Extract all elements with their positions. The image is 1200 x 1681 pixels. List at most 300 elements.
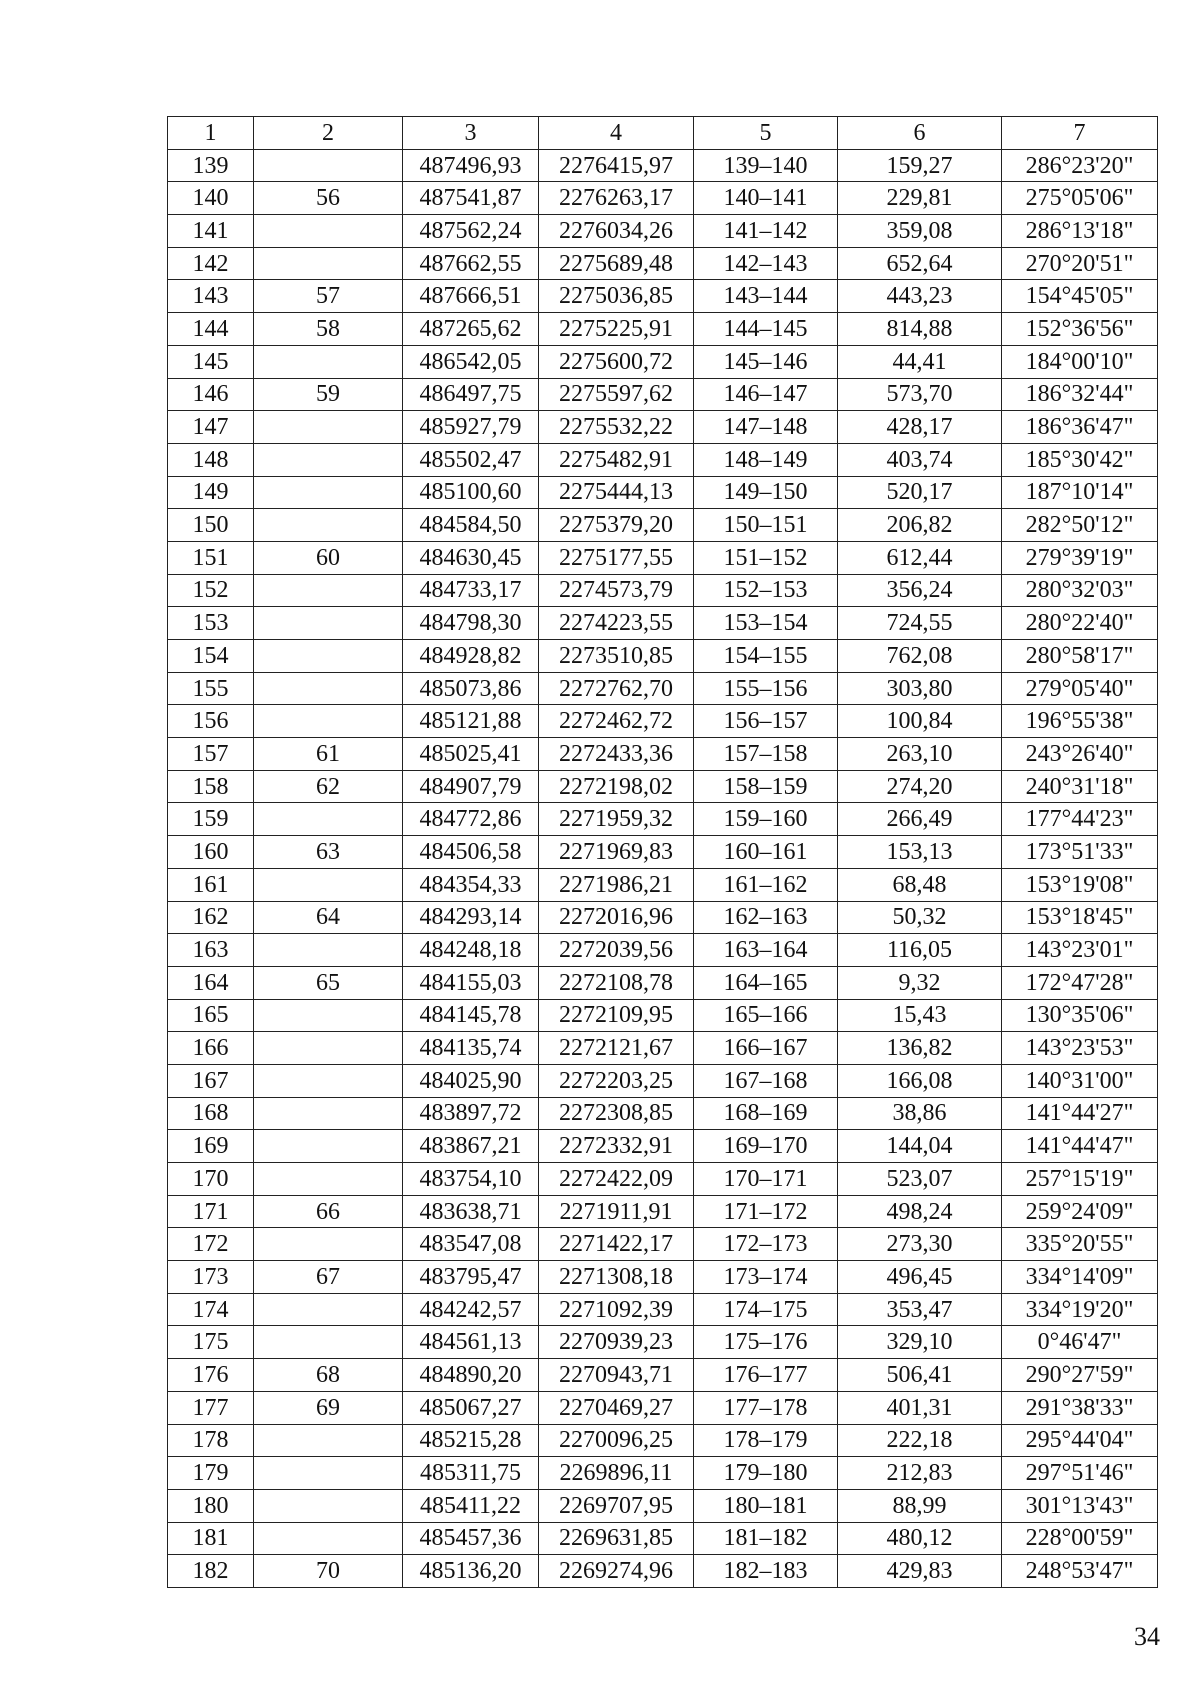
table-cell: 153°18'45" (1002, 901, 1158, 934)
table-cell: 335°20'55" (1002, 1228, 1158, 1261)
table-cell: 485121,88 (403, 705, 539, 738)
table-cell: 484890,20 (403, 1359, 539, 1392)
table-cell: 2270096,25 (539, 1424, 694, 1457)
table-cell: 141°44'47" (1002, 1130, 1158, 1163)
table-cell: 148 (168, 443, 254, 476)
table-cell: 184°00'10" (1002, 345, 1158, 378)
table-cell: 150 (168, 509, 254, 542)
table-cell: 65 (254, 966, 403, 999)
table-cell (254, 672, 403, 705)
table-cell: 155 (168, 672, 254, 705)
table-cell: 196°55'38" (1002, 705, 1158, 738)
table-cell: 485411,22 (403, 1489, 539, 1522)
table-row (168, 1195, 1158, 1228)
table-cell: 145 (168, 345, 254, 378)
table-cell: 0°46'47" (1002, 1326, 1158, 1359)
table-cell: 66 (254, 1195, 403, 1228)
table-cell: 485215,28 (403, 1424, 539, 1457)
table-cell: 280°58'17" (1002, 640, 1158, 673)
table-cell (254, 934, 403, 967)
table-cell: 2271959,32 (539, 803, 694, 836)
table-cell: 485073,86 (403, 672, 539, 705)
table-cell: 483638,71 (403, 1195, 539, 1228)
table-cell: 290°27'59" (1002, 1359, 1158, 1392)
table-cell: 146–147 (694, 378, 838, 411)
table-cell: 2271308,18 (539, 1261, 694, 1294)
table-cell: 156 (168, 705, 254, 738)
table-cell: 2271422,17 (539, 1228, 694, 1261)
table-cell: 2270469,27 (539, 1391, 694, 1424)
table-cell: 334°19'20" (1002, 1293, 1158, 1326)
table-cell: 186°32'44" (1002, 378, 1158, 411)
table-cell: 2275177,55 (539, 541, 694, 574)
table-cell (254, 476, 403, 509)
table-cell: 280°22'40" (1002, 607, 1158, 640)
table-cell: 160 (168, 836, 254, 869)
table-cell: 485136,20 (403, 1555, 539, 1588)
table-row (168, 770, 1158, 803)
page-number: 34 (1134, 1622, 1160, 1651)
table-cell: 2272198,02 (539, 770, 694, 803)
table-row (168, 1359, 1158, 1392)
table-cell: 68 (254, 1359, 403, 1392)
table-row (168, 1228, 1158, 1261)
table-cell: 168–169 (694, 1097, 838, 1130)
table-cell: 484630,45 (403, 541, 539, 574)
table-cell: 228°00'59" (1002, 1522, 1158, 1555)
table-cell: 176 (168, 1359, 254, 1392)
table-cell: 158 (168, 770, 254, 803)
table-cell: 2275225,91 (539, 313, 694, 346)
table-cell: 485457,36 (403, 1522, 539, 1555)
table-cell: 487265,62 (403, 313, 539, 346)
table-cell: 70 (254, 1555, 403, 1588)
table-cell: 2275036,85 (539, 280, 694, 313)
table-row (168, 868, 1158, 901)
table-cell: 153,13 (838, 836, 1002, 869)
table-cell: 57 (254, 280, 403, 313)
table-cell: 279°39'19" (1002, 541, 1158, 574)
table-cell: 176–177 (694, 1359, 838, 1392)
table-cell: 151 (168, 541, 254, 574)
table-row (168, 476, 1158, 509)
table-cell: 484135,74 (403, 1032, 539, 1065)
table-cell: 303,80 (838, 672, 1002, 705)
table-cell: 2269274,96 (539, 1555, 694, 1588)
table-cell: 161–162 (694, 868, 838, 901)
table-cell: 523,07 (838, 1163, 1002, 1196)
table-cell: 295°44'04" (1002, 1424, 1158, 1457)
table-cell: 485311,75 (403, 1457, 539, 1490)
table-cell: 143 (168, 280, 254, 313)
table-cell (254, 640, 403, 673)
table-cell (254, 345, 403, 378)
table-cell: 297°51'46" (1002, 1457, 1158, 1490)
table-row (168, 574, 1158, 607)
table-cell: 487562,24 (403, 215, 539, 248)
table-cell: 2271986,21 (539, 868, 694, 901)
table-cell: 172–173 (694, 1228, 838, 1261)
table-cell: 484506,58 (403, 836, 539, 869)
table-cell: 141°44'27" (1002, 1097, 1158, 1130)
table-cell: 38,86 (838, 1097, 1002, 1130)
table-cell (254, 1424, 403, 1457)
table-cell: 63 (254, 836, 403, 869)
table-cell: 485025,41 (403, 738, 539, 771)
header-cell: 1 (168, 117, 254, 150)
table-cell: 166 (168, 1032, 254, 1065)
table-cell: 485067,27 (403, 1391, 539, 1424)
header-cell: 2 (254, 117, 403, 150)
table-cell: 64 (254, 901, 403, 934)
table-row (168, 215, 1158, 248)
table-cell: 175–176 (694, 1326, 838, 1359)
table-cell: 2270943,71 (539, 1359, 694, 1392)
table-cell: 483897,72 (403, 1097, 539, 1130)
table-cell: 2269896,11 (539, 1457, 694, 1490)
table-cell: 88,99 (838, 1489, 1002, 1522)
table-cell: 2275600,72 (539, 345, 694, 378)
table-cell: 573,70 (838, 378, 1002, 411)
table-row (168, 1424, 1158, 1457)
table-cell: 187°10'14" (1002, 476, 1158, 509)
table-cell: 158–159 (694, 770, 838, 803)
table-cell: 67 (254, 1261, 403, 1294)
table-cell: 153 (168, 607, 254, 640)
table-cell (254, 1457, 403, 1490)
table-row (168, 901, 1158, 934)
table-cell: 144,04 (838, 1130, 1002, 1163)
table-cell: 520,17 (838, 476, 1002, 509)
table-cell: 159–160 (694, 803, 838, 836)
table-cell: 484772,86 (403, 803, 539, 836)
table-cell: 2274223,55 (539, 607, 694, 640)
table-cell (254, 1522, 403, 1555)
table-cell: 136,82 (838, 1032, 1002, 1065)
table-row (168, 672, 1158, 705)
table-row (168, 1293, 1158, 1326)
table-cell: 182 (168, 1555, 254, 1588)
table-cell: 403,74 (838, 443, 1002, 476)
table-cell: 165 (168, 999, 254, 1032)
table-row (168, 1489, 1158, 1522)
table-cell: 429,83 (838, 1555, 1002, 1588)
table-cell: 179 (168, 1457, 254, 1490)
table-cell: 484248,18 (403, 934, 539, 967)
table-row (168, 313, 1158, 346)
table-cell: 401,31 (838, 1391, 1002, 1424)
table-cell (254, 607, 403, 640)
table-cell: 2272109,95 (539, 999, 694, 1032)
table-cell: 162 (168, 901, 254, 934)
table-cell: 2271969,83 (539, 836, 694, 869)
table-cell: 2269631,85 (539, 1522, 694, 1555)
table-cell (254, 1489, 403, 1522)
table-cell: 155–156 (694, 672, 838, 705)
table-cell (254, 411, 403, 444)
table-cell (254, 705, 403, 738)
table-cell: 2272039,56 (539, 934, 694, 967)
table-cell: 58 (254, 313, 403, 346)
table-row (168, 1326, 1158, 1359)
header-cell: 4 (539, 117, 694, 150)
table-cell: 180–181 (694, 1489, 838, 1522)
table-row (168, 1097, 1158, 1130)
table-cell: 174–175 (694, 1293, 838, 1326)
table-cell: 428,17 (838, 411, 1002, 444)
table-cell: 152–153 (694, 574, 838, 607)
table-cell: 259°24'09" (1002, 1195, 1158, 1228)
table-cell: 173°51'33" (1002, 836, 1158, 869)
table-cell: 286°23'20" (1002, 149, 1158, 182)
table-row (168, 247, 1158, 280)
table-cell: 484293,14 (403, 901, 539, 934)
table-cell (254, 1326, 403, 1359)
table-cell: 2275597,62 (539, 378, 694, 411)
table-cell: 724,55 (838, 607, 1002, 640)
table-cell: 484733,17 (403, 574, 539, 607)
table-cell: 353,47 (838, 1293, 1002, 1326)
table-cell: 483754,10 (403, 1163, 539, 1196)
table-row (168, 1457, 1158, 1490)
table-cell: 168 (168, 1097, 254, 1130)
table-cell: 2272462,72 (539, 705, 694, 738)
table-cell: 154–155 (694, 640, 838, 673)
table-cell (254, 574, 403, 607)
table-row (168, 705, 1158, 738)
table-cell: 139 (168, 149, 254, 182)
table-cell: 141 (168, 215, 254, 248)
table-cell: 484798,30 (403, 607, 539, 640)
table-cell: 484928,82 (403, 640, 539, 673)
table-cell: 329,10 (838, 1326, 1002, 1359)
table-cell: 170–171 (694, 1163, 838, 1196)
table-cell: 61 (254, 738, 403, 771)
table-row (168, 411, 1158, 444)
table-cell: 69 (254, 1391, 403, 1424)
table-cell: 165–166 (694, 999, 838, 1032)
table-row (168, 1522, 1158, 1555)
table-cell: 62 (254, 770, 403, 803)
table-cell: 484584,50 (403, 509, 539, 542)
table-cell: 9,32 (838, 966, 1002, 999)
table-cell: 146 (168, 378, 254, 411)
table-cell: 44,41 (838, 345, 1002, 378)
table-cell: 116,05 (838, 934, 1002, 967)
table-cell: 148–149 (694, 443, 838, 476)
table-cell (254, 1097, 403, 1130)
table-row (168, 803, 1158, 836)
table-cell: 2270939,23 (539, 1326, 694, 1359)
table-cell: 167 (168, 1064, 254, 1097)
table-cell: 169–170 (694, 1130, 838, 1163)
table-cell: 334°14'09" (1002, 1261, 1158, 1294)
table-cell: 60 (254, 541, 403, 574)
table-cell: 487496,93 (403, 149, 539, 182)
table-row (168, 999, 1158, 1032)
table-cell: 2274573,79 (539, 574, 694, 607)
table-cell: 487662,55 (403, 247, 539, 280)
table-cell: 484242,57 (403, 1293, 539, 1326)
table-cell: 484025,90 (403, 1064, 539, 1097)
table-cell: 762,08 (838, 640, 1002, 673)
table-cell: 485927,79 (403, 411, 539, 444)
table-cell (254, 1130, 403, 1163)
table-cell: 169 (168, 1130, 254, 1163)
table-cell: 172 (168, 1228, 254, 1261)
table-cell (254, 215, 403, 248)
table-cell: 147–148 (694, 411, 838, 444)
table-row (168, 1163, 1158, 1196)
table-cell: 139–140 (694, 149, 838, 182)
table-cell: 2272016,96 (539, 901, 694, 934)
table-cell: 156–157 (694, 705, 838, 738)
table-cell: 484145,78 (403, 999, 539, 1032)
table-row (168, 345, 1158, 378)
table-cell: 270°20'51" (1002, 247, 1158, 280)
table-row (168, 182, 1158, 215)
table-cell: 181 (168, 1522, 254, 1555)
table-cell: 147 (168, 411, 254, 444)
table-cell: 2269707,95 (539, 1489, 694, 1522)
table-cell: 273,30 (838, 1228, 1002, 1261)
table-cell: 167–168 (694, 1064, 838, 1097)
table-cell: 487541,87 (403, 182, 539, 215)
table-cell: 280°32'03" (1002, 574, 1158, 607)
table-cell (254, 443, 403, 476)
table-cell: 179–180 (694, 1457, 838, 1490)
table-cell: 149 (168, 476, 254, 509)
table-cell: 2276034,26 (539, 215, 694, 248)
table-cell: 498,24 (838, 1195, 1002, 1228)
table-cell: 180 (168, 1489, 254, 1522)
table-cell: 143–144 (694, 280, 838, 313)
table-cell: 174 (168, 1293, 254, 1326)
table-row (168, 1064, 1158, 1097)
table-cell: 2271911,91 (539, 1195, 694, 1228)
table-cell: 140 (168, 182, 254, 215)
table-cell: 2275532,22 (539, 411, 694, 444)
table-cell: 2275379,20 (539, 509, 694, 542)
table-cell: 2276263,17 (539, 182, 694, 215)
table-cell: 152°36'56" (1002, 313, 1158, 346)
table-cell: 15,43 (838, 999, 1002, 1032)
table-cell: 161 (168, 868, 254, 901)
table-cell: 483547,08 (403, 1228, 539, 1261)
table-cell: 263,10 (838, 738, 1002, 771)
table-cell (254, 1032, 403, 1065)
table-cell: 240°31'18" (1002, 770, 1158, 803)
table-cell: 173 (168, 1261, 254, 1294)
table-cell: 496,45 (838, 1261, 1002, 1294)
table-cell: 248°53'47" (1002, 1555, 1158, 1588)
table-cell: 443,23 (838, 280, 1002, 313)
table-cell: 612,44 (838, 541, 1002, 574)
table-cell: 2273510,85 (539, 640, 694, 673)
table-cell: 2272203,25 (539, 1064, 694, 1097)
table-cell: 100,84 (838, 705, 1002, 738)
header-cell: 7 (1002, 117, 1158, 150)
table-cell: 171 (168, 1195, 254, 1228)
table-cell: 177–178 (694, 1391, 838, 1424)
table-cell: 142–143 (694, 247, 838, 280)
table-cell: 2272121,67 (539, 1032, 694, 1065)
table-cell: 206,82 (838, 509, 1002, 542)
table-cell: 159,27 (838, 149, 1002, 182)
table-cell: 2272762,70 (539, 672, 694, 705)
table-row (168, 280, 1158, 313)
table-cell: 173–174 (694, 1261, 838, 1294)
table-cell: 178 (168, 1424, 254, 1457)
table-cell: 286°13'18" (1002, 215, 1158, 248)
table-cell: 2272433,36 (539, 738, 694, 771)
table-cell: 282°50'12" (1002, 509, 1158, 542)
table-row (168, 509, 1158, 542)
table-cell: 484561,13 (403, 1326, 539, 1359)
table-cell (254, 868, 403, 901)
table-cell: 68,48 (838, 868, 1002, 901)
table-cell: 160–161 (694, 836, 838, 869)
table-cell: 166–167 (694, 1032, 838, 1065)
coordinates-table (167, 116, 1158, 1588)
table-cell (254, 1064, 403, 1097)
table-cell: 50,32 (838, 901, 1002, 934)
table-cell: 59 (254, 378, 403, 411)
table-body (168, 117, 1158, 1588)
table-cell (254, 1228, 403, 1261)
table-cell (254, 999, 403, 1032)
table-cell: 487666,51 (403, 280, 539, 313)
table-cell: 142 (168, 247, 254, 280)
table-cell: 154 (168, 640, 254, 673)
table-cell: 301°13'43" (1002, 1489, 1158, 1522)
table-cell: 2272422,09 (539, 1163, 694, 1196)
table-cell: 506,41 (838, 1359, 1002, 1392)
table-cell: 150–151 (694, 509, 838, 542)
table-cell: 279°05'40" (1002, 672, 1158, 705)
table-cell: 480,12 (838, 1522, 1002, 1555)
table-cell: 2272308,85 (539, 1097, 694, 1130)
table-cell: 222,18 (838, 1424, 1002, 1457)
table-cell: 274,20 (838, 770, 1002, 803)
table-cell: 163–164 (694, 934, 838, 967)
table-cell: 257°15'19" (1002, 1163, 1158, 1196)
table-cell: 153°19'08" (1002, 868, 1158, 901)
table-cell: 266,49 (838, 803, 1002, 836)
header-cell: 5 (694, 117, 838, 150)
table-cell: 177°44'23" (1002, 803, 1158, 836)
table-cell: 171–172 (694, 1195, 838, 1228)
table-cell: 356,24 (838, 574, 1002, 607)
table-cell (254, 1293, 403, 1326)
table-header-row (168, 117, 1158, 150)
table-cell: 164 (168, 966, 254, 999)
table-cell (254, 1163, 403, 1196)
table-cell: 484354,33 (403, 868, 539, 901)
table-cell: 162–163 (694, 901, 838, 934)
table-cell: 56 (254, 182, 403, 215)
table-cell: 170 (168, 1163, 254, 1196)
table-cell: 159 (168, 803, 254, 836)
table-row (168, 149, 1158, 182)
table-cell: 212,83 (838, 1457, 1002, 1490)
table-cell: 484155,03 (403, 966, 539, 999)
table-cell: 152 (168, 574, 254, 607)
table-cell: 2276415,97 (539, 149, 694, 182)
table-cell: 166,08 (838, 1064, 1002, 1097)
table-cell: 486542,05 (403, 345, 539, 378)
header-cell: 6 (838, 117, 1002, 150)
